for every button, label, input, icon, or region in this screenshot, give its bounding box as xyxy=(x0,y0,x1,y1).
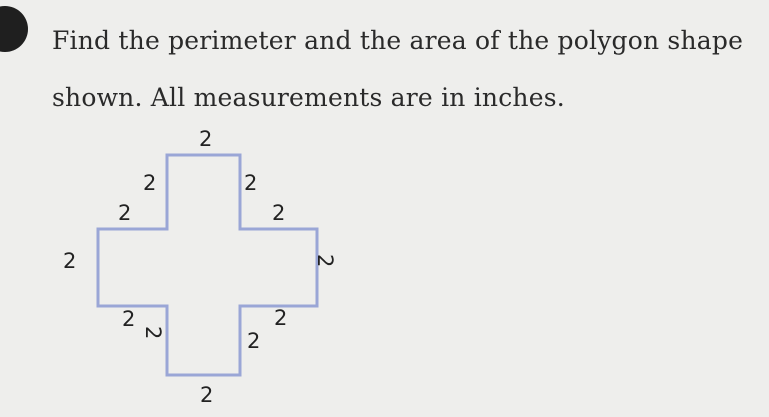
label-left: 2 xyxy=(63,249,77,273)
label-right: 2 xyxy=(313,254,337,268)
label-top: 2 xyxy=(199,127,213,151)
label-upper-left-vertical: 2 xyxy=(143,171,157,195)
cross-polygon-outline xyxy=(98,155,317,375)
label-bottom: 2 xyxy=(200,383,214,407)
question-text: Find the perimeter and the area of the polygon shape shown. All measurements are in inches. xyxy=(52,26,744,112)
label-lower-right-vertical: 2 xyxy=(247,329,261,353)
label-lower-left-horizontal: 2 xyxy=(122,307,136,331)
label-upper-right-vertical: 2 xyxy=(244,171,258,195)
label-upper-left-horizontal: 2 xyxy=(118,201,132,225)
label-upper-right-horizontal: 2 xyxy=(272,201,286,225)
label-lower-left-vertical: 2 xyxy=(141,326,165,340)
label-lower-right-horizontal: 2 xyxy=(274,306,288,330)
